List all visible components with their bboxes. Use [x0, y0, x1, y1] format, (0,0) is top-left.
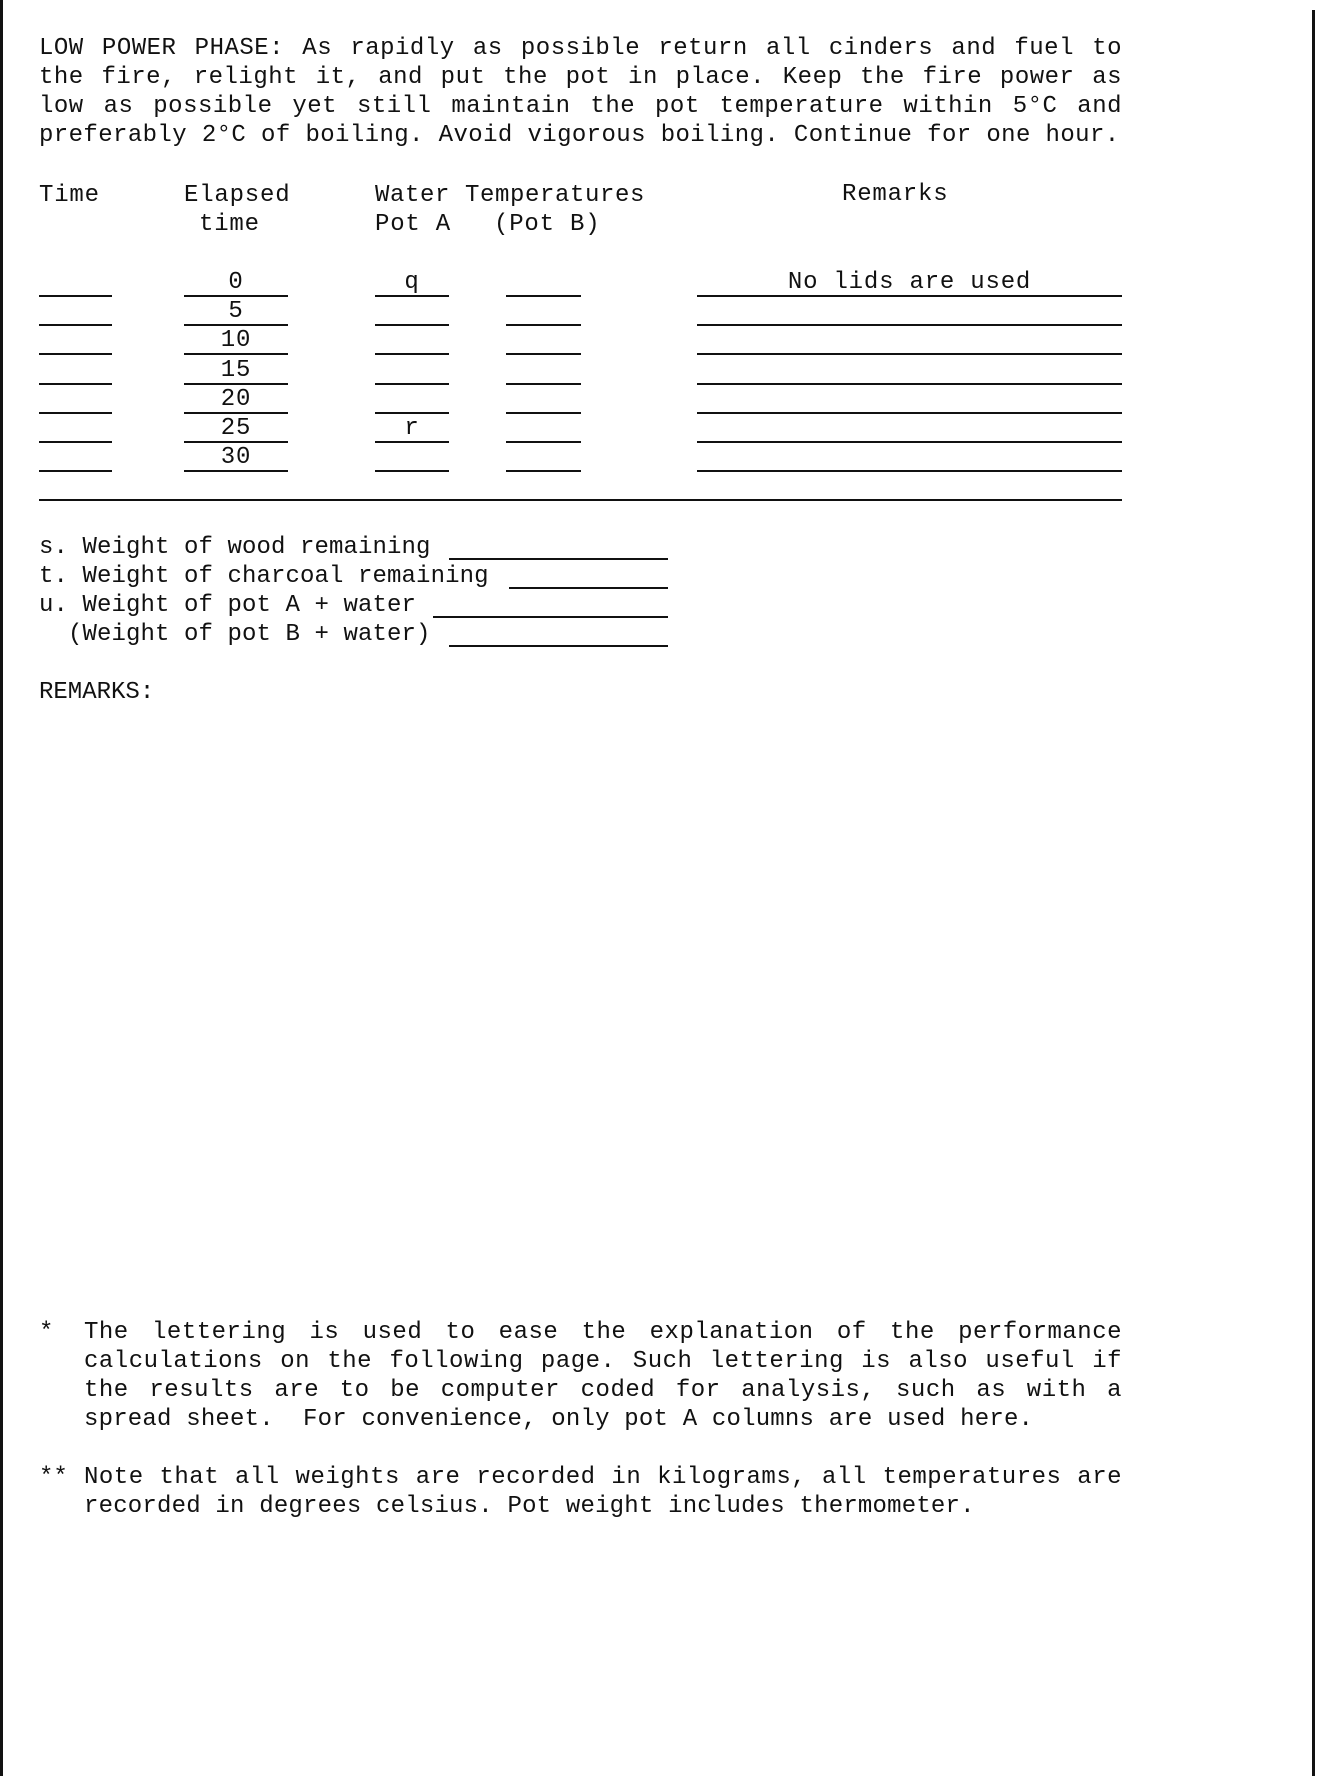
header-elapsed: Elapsed [184, 182, 291, 209]
footnote-line: Note that all weights are recorded in kilograms, all temperatures are [84, 1464, 1122, 1491]
elapsed-cell: 10 [220, 327, 252, 354]
weight-label: (Weight of pot B + water) [39, 621, 431, 648]
page-border-left [0, 0, 3, 1776]
remarks-label: REMARKS: [39, 679, 155, 706]
header-time: Time [39, 182, 100, 209]
weight-label: u. Weight of pot A + water [39, 592, 417, 619]
elapsed-cell: 20 [220, 386, 252, 413]
footnote-line: The lettering is used to ease the explanation of the performance [84, 1319, 1122, 1346]
intro-line: low as possible yet still maintain the pot temperature within 5°C and [39, 93, 1122, 120]
intro-line: the fire, relight it, and put the pot in place. Keep the fire power as [39, 64, 1122, 91]
time-field-underline [39, 470, 112, 472]
header-remarks: Remarks [842, 181, 949, 208]
header-elapsed-time: time [199, 211, 260, 238]
table-bottom-rule [39, 499, 1122, 501]
footnote-double-star-marker: ** [39, 1464, 68, 1491]
pot-a-field-underline [375, 324, 449, 326]
remarks-field-underline [697, 353, 1122, 355]
weight-label: s. Weight of wood remaining [39, 534, 431, 561]
weight-label: t. Weight of charcoal remaining [39, 563, 489, 590]
weight-field-underline [509, 587, 668, 589]
elapsed-cell: 25 [220, 415, 252, 442]
remarks-field-underline [697, 441, 1122, 443]
time-field-underline [39, 295, 112, 297]
remarks-field-underline [697, 412, 1122, 414]
weight-field-underline [433, 616, 668, 618]
page-border-right [1312, 10, 1315, 1776]
time-field-underline [39, 412, 112, 414]
elapsed-cell: 15 [220, 357, 252, 384]
time-field-underline [39, 353, 112, 355]
footnote-line: calculations on the following page. Such lettering is also useful if [84, 1348, 1122, 1375]
time-field-underline [39, 324, 112, 326]
weight-field-underline [449, 558, 668, 560]
pot-b-field-underline [506, 441, 581, 443]
pot-a-field-underline [375, 353, 449, 355]
footnote-line: the results are to be computer coded for analysis, such as with a [84, 1377, 1122, 1404]
time-field-underline [39, 383, 112, 385]
remarks-field-underline [697, 470, 1122, 472]
pot-a-field-underline [375, 470, 449, 472]
time-field-underline [39, 441, 112, 443]
weight-field-underline [449, 645, 668, 647]
elapsed-cell: 30 [220, 444, 252, 471]
remarks-field-underline [697, 383, 1122, 385]
elapsed-cell: 5 [228, 298, 244, 325]
pot-b-field-underline [506, 470, 581, 472]
remarks-cell[interactable]: No lids are used [787, 269, 1032, 296]
header-pot-a: Pot A [375, 211, 452, 238]
elapsed-cell: 0 [228, 269, 244, 296]
pot-a-cell[interactable]: r [404, 415, 420, 442]
pot-b-field-underline [506, 295, 581, 297]
intro-line: preferably 2°C of boiling. Avoid vigorous boiling. Continue for one hour. [39, 122, 1120, 149]
pot-a-field-underline [375, 383, 449, 385]
footnote-line: spread sheet. For convenience, only pot A columns are used here. [84, 1406, 1034, 1433]
footnote-star-marker: * [39, 1319, 55, 1346]
pot-b-field-underline [506, 383, 581, 385]
pot-b-field-underline [506, 353, 581, 355]
pot-b-field-underline [506, 324, 581, 326]
remarks-field-underline [697, 324, 1122, 326]
intro-line: LOW POWER PHASE: As rapidly as possible return all cinders and fuel to [39, 35, 1122, 62]
footnote-line: recorded in degrees celsius. Pot weight includes thermometer. [84, 1493, 975, 1520]
header-water-temperatures: Water Temperatures [375, 182, 646, 209]
pot-a-cell[interactable]: q [404, 269, 420, 296]
pot-b-field-underline [506, 412, 581, 414]
header-pot-b: (Pot B) [494, 211, 601, 238]
pot-a-field-underline [375, 412, 449, 414]
